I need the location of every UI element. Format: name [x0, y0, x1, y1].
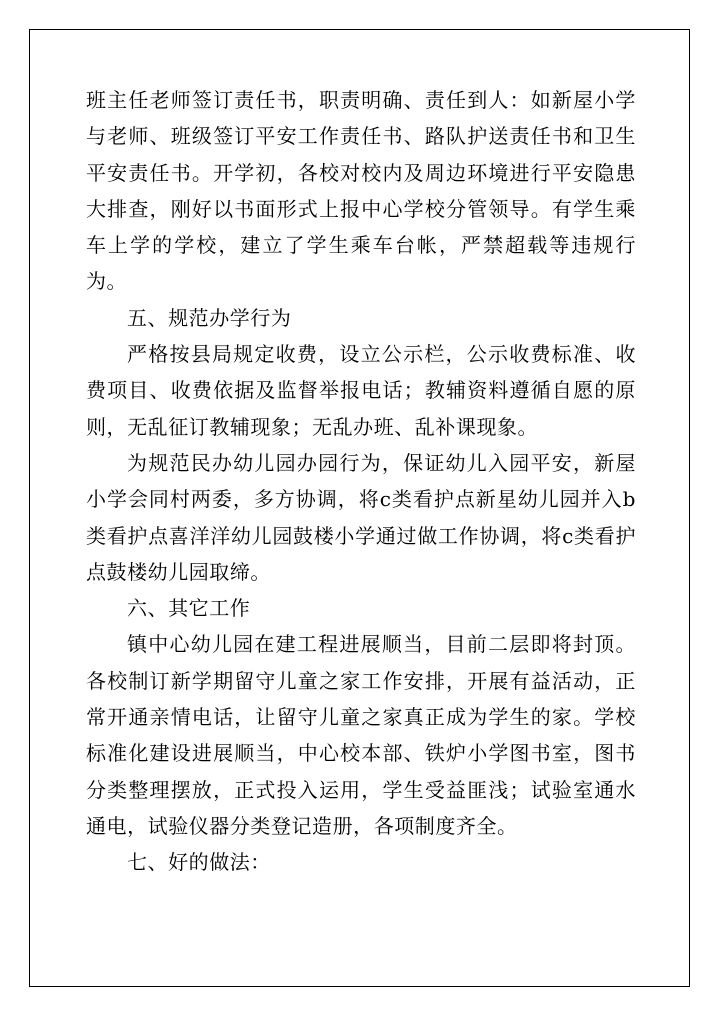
paragraph-kindergarten: 为规范民办幼儿园办园行为，保证幼儿入园平安，新屋小学会同村两委，多方协调，将c类看护点新星幼儿园并入b类看护点喜洋洋幼儿园鼓楼小学通过做工作协调，将c类看护点鼓楼幼儿园取缔。	[86, 450, 636, 584]
section-heading-5: 五、规范办学行为	[127, 305, 292, 330]
section-heading-6: 六、其它工作	[127, 596, 251, 621]
paragraph-responsibility: 班主任老师签订责任书，职责明确、责任到人：如新屋小学与老师、班级签订平安工作责任书、路队护送责任书和卫生平安责任书。开学初，各校对校内及周边环境进行平安隐患大排查，刚好以书面形式上报中心学校分管领导。有学生乘车上学的学校，建立了学生乘车台帐，严禁超载等违规行为。	[86, 88, 636, 294]
paragraph-fees: 严格按县局规定收费，设立公示栏，公示收费标准、收费项目、收费依据及监督举报电话；教辅资料遵循自愿的原则，无乱征订教辅现象；无乱办班、乱补课现象。	[86, 342, 636, 439]
document-body	[86, 82, 636, 881]
paragraph-other-work: 镇中心幼儿园在建工程进展顺当，目前二层即将封顶。各校制订新学期留守儿童之家工作安排，开展有益活动，正常开通亲情电话，让留守儿童之家真正成为学生的家。学校标准化建设进展顺当，中心校本部、铁炉小学图书室，图书分类整理摆放，正式投入运用，学生受益匪浅；试验室通水通电，试验仪器分类登记造册，各项制度齐全。	[86, 632, 636, 838]
section-heading-7: 七、好的做法：	[127, 850, 271, 875]
